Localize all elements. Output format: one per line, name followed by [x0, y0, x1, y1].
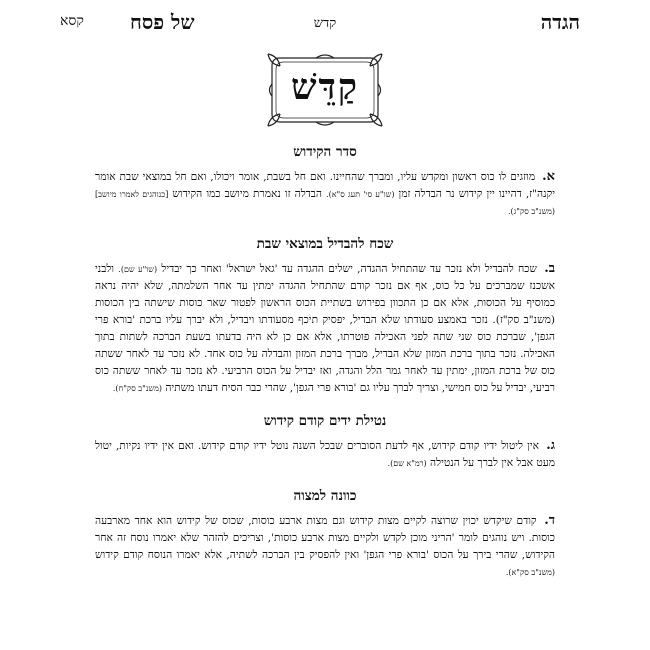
paragraph-marker: ב.	[544, 261, 556, 276]
section-title-kadesh: קַדֵּשׁ	[290, 66, 360, 108]
paragraph-text: קודם שיקדש יכוין שרוצה לקיים מצות קידוש וגם מצות ארבע כוסות, שכוס של קידוש הוא אחד מארבעה כוסות. ויש נוהגים לומר 'הריני מוכן לקדש ולקיים מצות ארבע כוסות', וצריכים להזהר שלא יאמרו נוסח זה אחר הקידוש, שהרי בירך על הכוס 'בורא פרי הגפן' ואין להפסיק בין הברכה לשתיה, אלא יאמרו הנוסח קודם קידוש	[95, 515, 555, 561]
paragraph-text: הבדלה זו נאמרת מיושב כמו הקידוש	[172, 188, 322, 200]
section-heading: שכח להבדיל במוצאי שבת	[256, 236, 394, 252]
page-number: קסא	[60, 13, 84, 29]
section-netilat-yadayim	[95, 413, 555, 472]
paragraph-marker: א.	[542, 169, 556, 184]
paragraph-text: אין ליטול ידיו קודם קידוש, אף לדעת הסוברים שבכל השנה נוטל ידיו קודם קידוש. ואם אין ידיו נקיות, יטול מעט אבל אין לברך על הנטילה	[95, 440, 555, 469]
paragraph	[95, 260, 555, 397]
section-heading: כוונה למצוה	[293, 488, 357, 504]
source-citation: (משנ"ב סק"ח).	[112, 384, 162, 393]
section-forgot-havdalah	[95, 236, 555, 397]
source-citation: (שו"ע סי' תעג ס"א).	[326, 190, 395, 199]
paragraph	[95, 512, 555, 581]
paragraph-text: מוזגים לו כוס ראשון ומקדש עליו, ומברך שהחיינו. ואם חל בשבת, אומר ויכולו, ואם חל במוצאי שבת אומר יקנה"ז, דהיינו יין קידוש נר הבדלה זמן	[95, 171, 556, 200]
header-title: הגדה	[540, 10, 580, 34]
paragraph-text: ולבני אשכנז שמברכים על כל כוס, אף אם נזכר קודם שהתחיל ההגדה ימתין עד אחר השלמתה, שלא יהיה נראה כמוסיף על הכוסות, אלא אם כן התכוון בפירוש בשתיית הכוס הראשון לפטור שאר כוסות שישתה בין הכוסות (משנ"ב סק"ז). נזכר באמצע סעודתו שלא הבדיל, יפסיק תיכף מסעודתו ויבדיל, ולא יברך עליו ברכת 'בורא פרי הגפן', שברכת כוס שני שתה לפני האכילה פוטרתו, אלא אם כן לא היה בדעתו בשעת הברכה לשתות בתוך האכילה. נזכר בתוך ברכת המזון שלא הבדיל, מברך ברכת המזון והבדלה על כוס אחד. לא נזכר עד לאחר ששתה כוס של ברכת המזון, ימתין עד לאחר גמר הלל והגדה, ואז יבדיל על הכוס הרביעי. לא נזכר עד לאחר ששתה כוס רביעי, יבדיל על כוס חמישי, וצריך לברך עליו גם 'בורא פרי הגפן', שהרי כבר הסיח דעתו משתיה	[95, 263, 555, 394]
paragraph-marker: ד.	[544, 513, 555, 528]
section-heading: סדר הקידוש	[293, 144, 357, 160]
paragraph-text: שכח להבדיל ולא נזכר עד שהתחיל ההגדה, ישלים ההגדה עד 'גאל ישראל' ואחר כך יבדיל	[161, 263, 537, 275]
header-section: קדש	[313, 16, 337, 31]
section-kavana-lemitzvah	[95, 488, 555, 581]
source-citation: (רמ"א שם).	[387, 459, 427, 468]
section-heading: נטילת ידים קודם קידוש	[263, 413, 387, 429]
source-citation: [כנוהגים לאמרו מיושב] (משנ"ב סק"ג).	[95, 190, 555, 216]
paragraph	[95, 437, 555, 472]
running-header	[60, 10, 590, 38]
source-citation: (משנ"ב סק"א).	[505, 568, 555, 577]
main-content	[95, 144, 555, 591]
paragraph	[95, 168, 555, 220]
section-seder-kiddush	[95, 144, 555, 220]
title-ornament-frame	[266, 52, 384, 128]
paragraph-marker: ג.	[546, 438, 556, 453]
header-shel-pesach: של פסח	[130, 10, 195, 34]
source-citation: (שו"ע שם).	[118, 265, 158, 274]
